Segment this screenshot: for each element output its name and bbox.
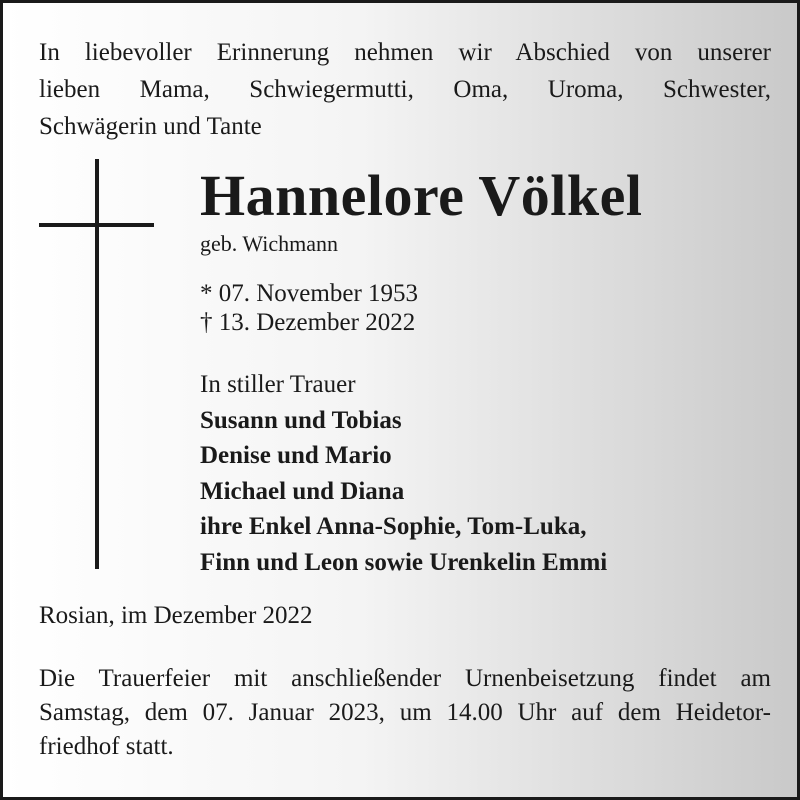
- maiden-name: geb. Wichmann: [200, 231, 339, 256]
- intro-line: Schwägerin und Tante: [39, 113, 262, 140]
- intro-line: lieben Mama, Schwiegermutti, Oma, Uroma, Schwester,: [39, 76, 771, 103]
- death-date: † 13. Dezember 2022: [200, 309, 416, 336]
- mourner-line: Michael und Diana: [200, 477, 405, 505]
- intro-paragraph: [39, 34, 771, 145]
- place-date: Rosian, im Dezember 2022: [39, 602, 313, 629]
- ceremony-paragraph: [39, 662, 771, 764]
- mourner-line: Denise und Mario: [200, 442, 392, 469]
- ceremony-line: Die Trauerfeier mit anschließender Urnenbeisetzung findet am: [39, 665, 771, 692]
- life-dates: [200, 279, 418, 337]
- birth-date: * 07. November 1953: [200, 280, 419, 307]
- ceremony-line: Samstag, dem 07. Januar 2023, um 14.00 Uhr auf dem Heidetor-: [39, 699, 771, 726]
- mourner-line: Finn und Leon sowie Urenkelin Emmi: [200, 548, 608, 576]
- cross-vertical-bar: [95, 159, 99, 569]
- intro-line: In liebevoller Erinnerung nehmen wir Abschied von unserer: [39, 39, 771, 66]
- mourner-line: ihre Enkel Anna-Sophie, Tom-Luka,: [200, 513, 587, 540]
- deceased-name: Hannelore Völkel: [200, 163, 643, 228]
- cross-horizontal-bar: [39, 223, 154, 227]
- ceremony-line: friedhof statt.: [39, 733, 174, 760]
- mourners-list: [200, 367, 607, 580]
- mourners-lead: In stiller Trauer: [200, 371, 356, 398]
- mourner-line: Susann und Tobias: [200, 406, 402, 434]
